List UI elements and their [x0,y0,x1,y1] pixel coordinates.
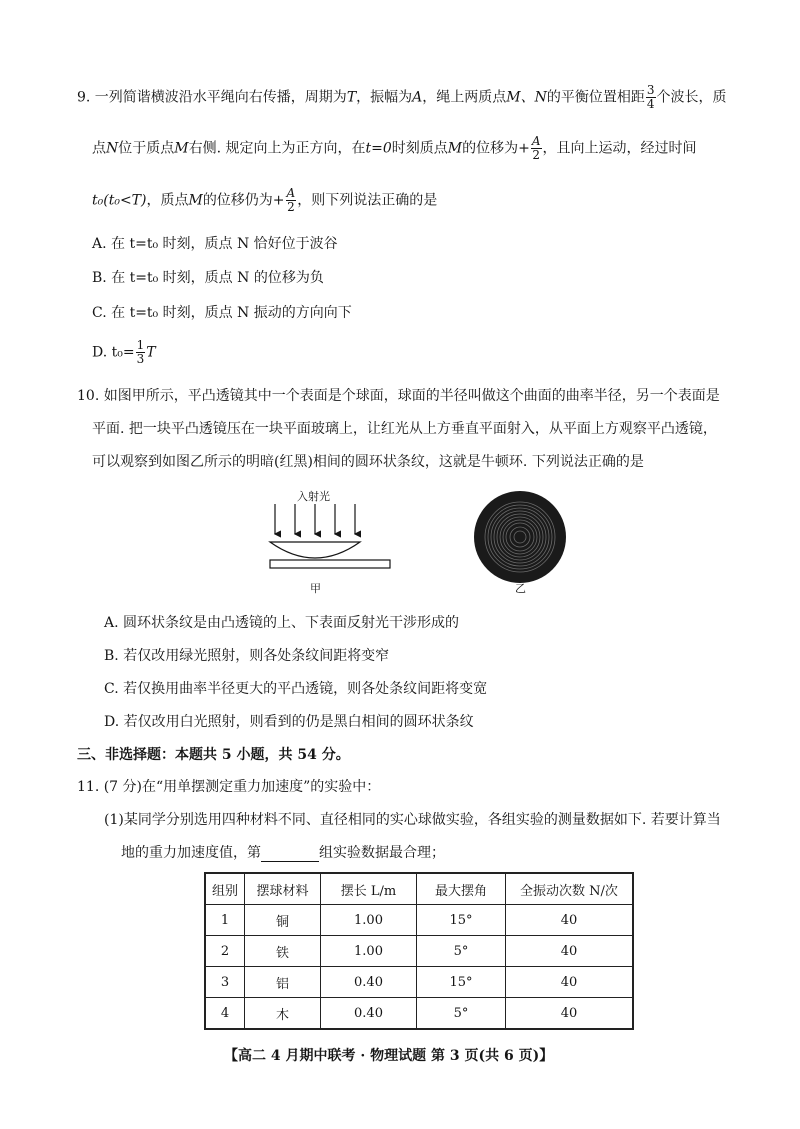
fraction-3-4: $\frac{3}{4}$ [646,83,655,111]
fraction-a-2: $\frac{A}{2}$ [531,134,541,162]
table-cell: 40 [506,998,634,1030]
q10-line1: 10. 如图甲所示，平凸透镜其中一个表面是个球面，球面的半径叫做这个曲面的曲率半径，另一个表面是 [77,388,720,404]
table-header-row [205,873,633,905]
q9-option-c: C. 在 t=t₀ 时刻，质点 N 振动的方向向下 [92,305,352,321]
page-footer: 【高二 4 月期中联考 · 物理试题 第 3 页(共 6 页)】 [224,1048,554,1064]
table-cell: 4 [205,998,245,1030]
q11-part1-line2: 地的重力加速度值，第 组实验数据最合理； [121,845,445,861]
q9-option-a: A. 在 t=t₀ 时刻，质点 N 恰好位于波谷 [92,236,338,252]
table-cell: 2 [205,936,245,967]
figure-label-yi: 乙 [515,582,526,595]
table-cell: 15° [417,905,506,936]
flat-glass-plate [270,560,390,568]
figure-lens-diagram [262,484,412,594]
table-cell: 1.00 [321,936,417,967]
table-cell: 铝 [245,967,321,998]
q9-option-b: B. 在 t=t₀ 时刻，质点 N 的位移为负 [92,270,324,286]
q9-option-d: D. t₀= $\frac{1}{3}$ T [92,338,156,366]
table-header: 摆球材料 [245,873,321,905]
answer-blank[interactable] [261,847,319,862]
table-row [205,905,633,936]
figure-newton-rings [470,487,570,587]
q10-option-a: A. 圆环状条纹是由凸透镜的上、下表面反射光干涉形成的 [104,615,460,631]
q9-line1: 9. 一列简谐横波沿水平绳向右传播，周期为T，振幅为A，绳上两质点M、N的平衡位置相距 $\frac{3}{4}$ 个波长，质 [77,83,727,111]
table-header: 摆长 L/m [321,873,417,905]
table-header: 最大摆角 [417,873,506,905]
q11-title: 11. (7 分)在“用单摆测定重力加速度”的实验中： [77,779,381,795]
q10-option-d: D. 若仅改用白光照射，则看到的仍是黑白相间的圆环状条纹 [104,714,474,730]
table-cell: 0.40 [321,967,417,998]
table-cell: 5° [417,998,506,1030]
section-heading: 三、非选择题：本题共 5 小题，共 54 分。 [77,747,350,763]
plano-convex-lens [270,542,360,558]
table-cell: 铁 [245,936,321,967]
table-cell: 5° [417,936,506,967]
table-cell: 15° [417,967,506,998]
fraction-1-3: $\frac{1}{3}$ [136,338,145,366]
fraction-a-2: $\frac{A}{2}$ [286,186,296,214]
table-cell: 1.00 [321,905,417,936]
q9-line3: t₀(t₀<T)，质点M的位移仍为+ $\frac{A}{2}$ ，则下列说法正确的是 [92,186,438,214]
table-cell: 1 [205,905,245,936]
table-header: 全振动次数 N/次 [506,873,634,905]
q10-line2: 平面. 把一块平凸透镜压在一块平面玻璃上，让红光从上方垂直平面射入，从平面上方观察平凸透镜， [92,421,717,437]
figure-label-incident-light: 入射光 [297,490,330,503]
figure-label-jia: 甲 [310,582,321,595]
pendulum-data-table [204,872,634,1030]
q10-line3: 可以观察到如图乙所示的明暗(红黑)相间的圆环状条纹，这就是牛顿环. 下列说法正确的是 [92,454,644,470]
incident-light-arrows [275,504,355,534]
table-cell: 40 [506,905,634,936]
table-cell: 0.40 [321,998,417,1030]
table-cell: 3 [205,967,245,998]
table-cell: 40 [506,967,634,998]
table-row [205,967,633,998]
q10-option-b: B. 若仅改用绿光照射，则各处条纹间距将变窄 [104,648,390,664]
q9-line2: 点N位于质点M右侧. 规定向上为正方向，在t=0时刻质点M的位移为+ $\frac{A}{2}$ ，且向上运动，经过时间 [92,134,697,162]
table-row [205,936,633,967]
q11-part1-line1: (1)某同学分别选用四种材料不同、直径相同的实心球做实验，各组实验的测量数据如下. 若要计算当 [104,812,721,828]
table-cell: 铜 [245,905,321,936]
q10-option-c: C. 若仅换用曲率半径更大的平凸透镜，则各处条纹间距将变宽 [104,681,488,697]
table-header: 组别 [205,873,245,905]
table-cell: 木 [245,998,321,1030]
table-row [205,998,633,1030]
table-cell: 40 [506,936,634,967]
